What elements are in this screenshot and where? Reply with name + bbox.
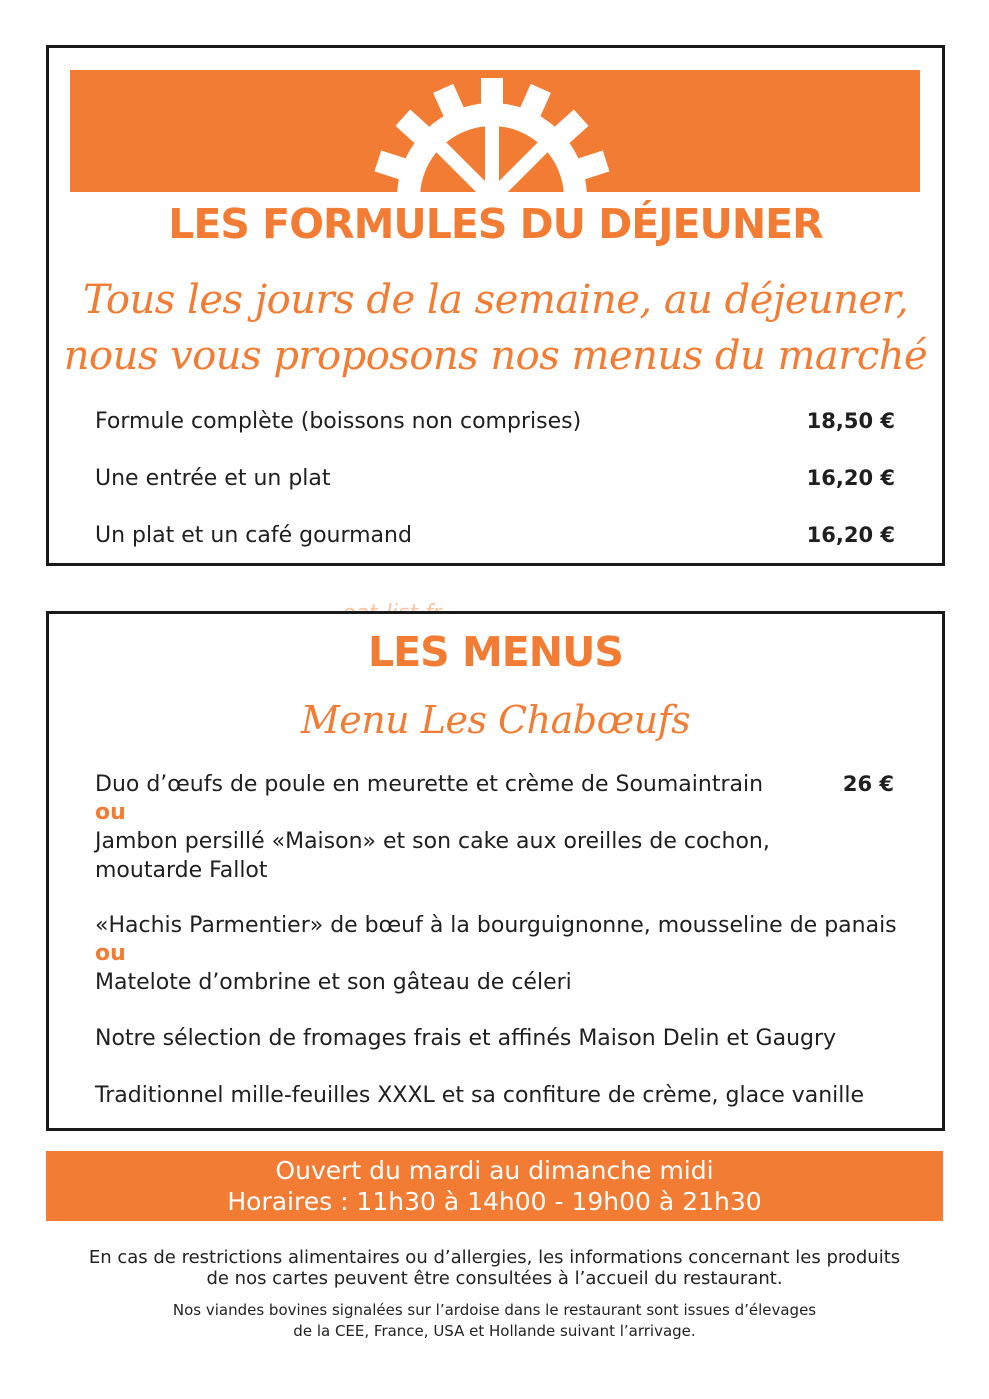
opening-hours-bar <box>46 1151 943 1221</box>
allergy-note-line2: de nos cartes peuvent être consultées à l’accueil du restaurant. <box>206 1268 783 1289</box>
beef-note-line1: Nos viandes bovines signalées sur l’ardoise dans le restaurant sont issues d’élevages <box>172 1301 817 1319</box>
menus-title: LES MENUS <box>368 628 623 676</box>
formula-label: Formule complète (boissons non comprises) <box>95 409 582 434</box>
lunch-intro-line2: nous vous proposons nos menus du marché <box>63 333 928 379</box>
starter-option-2-line2: moutarde Fallot <box>95 858 268 883</box>
or-label: ou <box>95 941 126 966</box>
formula-row <box>95 466 895 498</box>
lunch-title: LES FORMULES DU DÉJEUNER <box>168 200 823 248</box>
gear-icon <box>372 78 612 192</box>
starter-option-2-line1: Jambon persillé «Maison» et son cake aux oreilles de cochon, <box>95 829 770 854</box>
main-option-2: Matelote d’ombrine et son gâteau de céleri <box>95 970 572 995</box>
starter-option-1: Duo d’œufs de poule en meurette et crème de Soumaintrain <box>95 772 764 797</box>
lunch-formulas-card <box>46 45 945 566</box>
or-label: ou <box>95 800 126 825</box>
formula-price: 18,50 € <box>806 409 895 433</box>
menu-name: Menu Les Chabœufs <box>300 698 691 742</box>
cheese-course: Notre sélection de fromages frais et affinés Maison Delin et Gaugry <box>95 1026 837 1051</box>
beef-origin-note <box>0 1300 989 1342</box>
formula-price: 16,20 € <box>806 523 895 547</box>
menus-card <box>46 611 945 1131</box>
dessert-course: Traditionnel mille-feuilles XXXL et sa confiture de crème, glace vanille <box>95 1083 865 1108</box>
opening-hours: Horaires : 11h30 à 14h00 - 19h00 à 21h30 <box>227 1187 762 1216</box>
formula-label: Un plat et un café gourmand <box>95 523 412 548</box>
allergy-note-line1: En cas de restrictions alimentaires ou d’allergies, les informations concernant les produits <box>88 1247 901 1268</box>
formula-price: 16,20 € <box>806 466 895 490</box>
main-option-1: «Hachis Parmentier» de bœuf à la bourguignonne, mousseline de panais <box>95 913 897 938</box>
allergy-note <box>0 1247 989 1289</box>
formula-label: Une entrée et un plat <box>95 466 331 491</box>
orange-banner <box>70 70 920 192</box>
formula-row <box>95 409 895 441</box>
opening-days: Ouvert du mardi au dimanche midi <box>275 1156 714 1185</box>
menu-price: 26 € <box>842 772 894 796</box>
formula-row <box>95 523 895 555</box>
lunch-intro-line1: Tous les jours de la semaine, au déjeuner, <box>82 277 909 323</box>
beef-note-line2: de la CEE, France, USA et Hollande suivant l’arrivage. <box>293 1322 696 1340</box>
